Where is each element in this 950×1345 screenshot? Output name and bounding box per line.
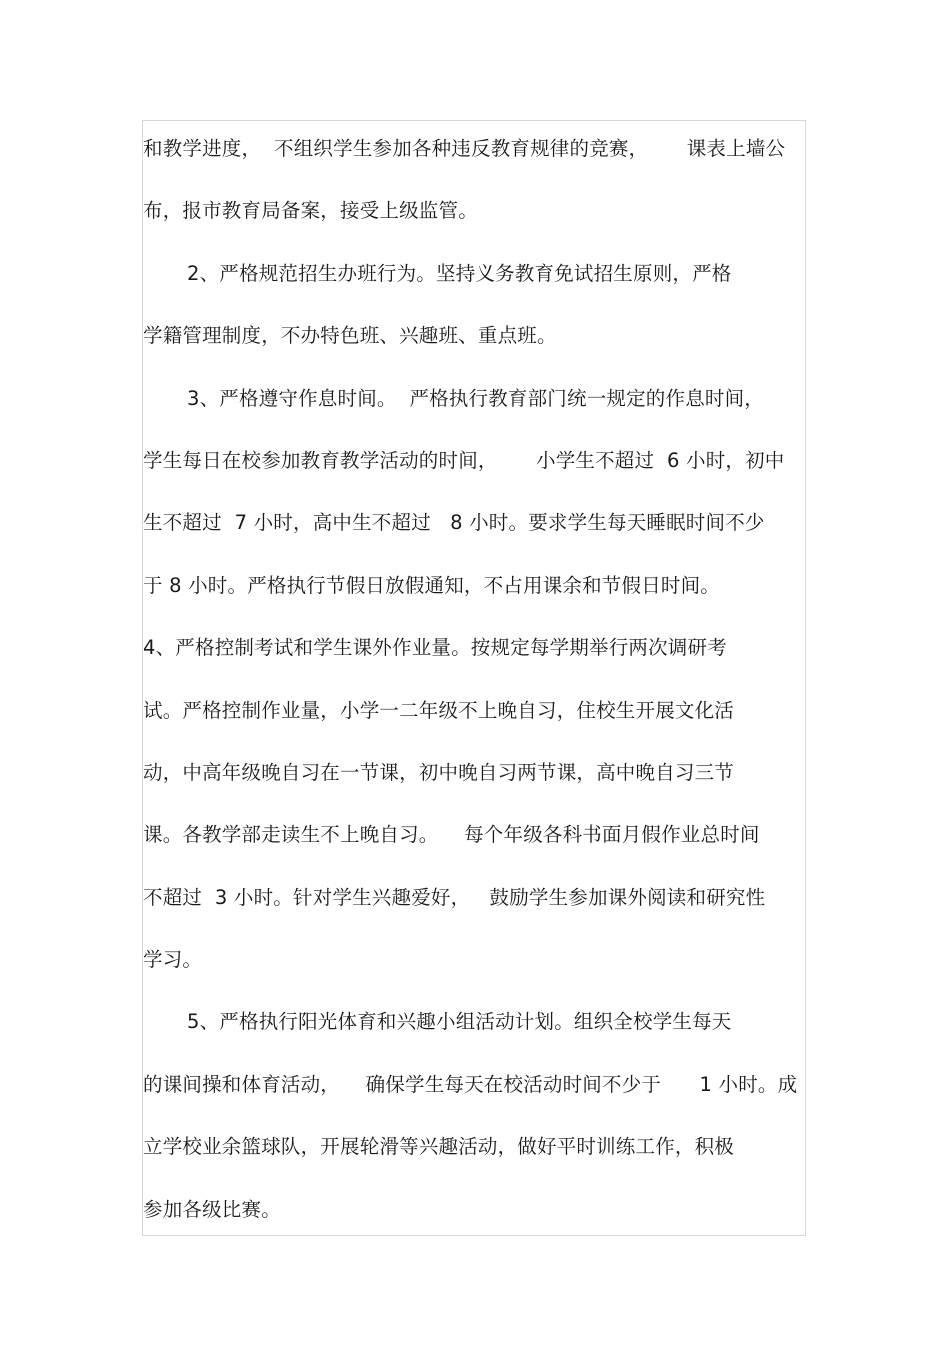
item-5-line-3: 立学校业余篮球队，开展轮滑等兴趣活动，做好平时训练工作，积极 [143,1135,735,1159]
item-4-line-5: 不超过 3 小时。针对学生兴趣爱好， 鼓励学生参加课外阅读和研究性 [143,885,766,909]
item-5-line-2: 的课间操和体育活动， 确保学生每天在校活动时间不少于 1 小时。成 [143,1072,798,1096]
item-3-line-3: 生不超过 7 小时，高中生不超过 8 小时。要求学生每天睡眠时间不少 [143,511,765,535]
item-4-line-6: 学习。 [143,948,203,972]
item-5-line-1: 5、严格执行阳光体育和兴趣小组活动计划。组织全校学生每天 [187,1010,732,1034]
item-3-line-4: 于 8 小时。严格执行节假日放假通知，不占用课余和节假日时间。 [143,573,721,597]
body-line-2: 布，报市教育局备案，接受上级监管。 [143,199,478,223]
item-3-line-1: 3、严格遵守作息时间。 严格执行教育部门统一规定的作息时间， [187,386,765,410]
item-4-line-2: 试。严格控制作业量，小学一二年级不上晚自习，住校生开展文化活 [143,698,735,722]
item-5-line-4: 参加各级比赛。 [143,1197,281,1221]
item-4-line-3: 动，中高年级晚自习在一节课，初中晚自习两节课，高中晚自习三节 [143,760,735,784]
item-3-line-2: 学生每日在校参加教育教学活动的时间， 小学生不超过 6 小时，初中 [143,448,785,472]
item-2-line-2: 学籍管理制度，不办特色班、兴趣班、重点班。 [143,324,557,348]
item-4-line-4: 课。各教学部走读生不上晚自习。 每个年级各科书面月假作业总时间 [143,823,760,847]
item-4-line-1: 4、严格控制考试和学生课外作业量。按规定每学期举行两次调研考 [143,636,727,660]
item-2-line-1: 2、严格规范招生办班行为。坚持义务教育免试招生原则，严格 [187,261,732,285]
document-body [143,118,807,1241]
body-line-1: 和教学进度， 不组织学生参加各种违反教育规律的竞赛， 课表上墙公 [143,137,786,160]
